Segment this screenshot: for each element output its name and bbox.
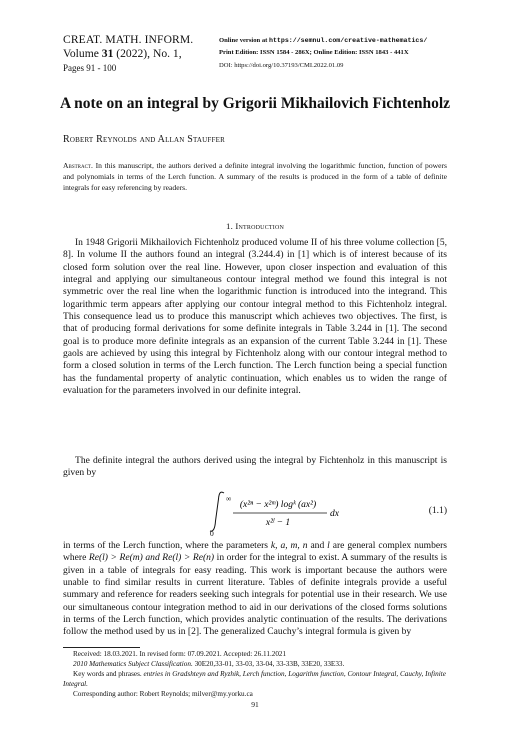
equation-number: (1.1) bbox=[428, 505, 447, 516]
journal-pages: Pages 91 - 100 bbox=[63, 63, 117, 73]
page-number: 91 bbox=[251, 700, 259, 709]
parameter-list: k, a, m, n bbox=[270, 540, 308, 551]
parameter-l: l bbox=[327, 540, 330, 551]
received-dates: Received: 18.03.2021. In revised form: 07.09.2021. Accepted: 26.11.2021 bbox=[73, 650, 287, 658]
lower-limit: 0 bbox=[210, 529, 214, 537]
existence-condition: Re(l) > Re(m) and Re(l) > Re(n) bbox=[88, 552, 215, 564]
denominator: x²ˡ − 1 bbox=[265, 518, 291, 528]
integral-formula bbox=[63, 491, 363, 537]
footnote-rule bbox=[63, 647, 140, 648]
upper-limit: ∞ bbox=[226, 494, 232, 503]
journal-name: CREAT. MATH. INFORM. bbox=[63, 33, 194, 46]
publication-info bbox=[219, 35, 479, 72]
differential: dx bbox=[330, 509, 339, 519]
keywords: Key words and phrases. entries in Gradshteyn and Ryzhik, Lerch function, Logarithm function, Contour Integral, Cauchy, Infinite Integral. bbox=[63, 669, 446, 688]
numerator: (x²ⁿ − x²ᵐ) logᵏ (ax²) bbox=[239, 500, 317, 510]
msc-classification: 2010 Mathematics Subject Classification. 30E20,33-01, 33-03, 33-04, 33-33B, 33E20, 33E33. bbox=[73, 659, 345, 668]
authors: Robert Reynolds and Allan Stauffer bbox=[63, 134, 225, 145]
paragraph-lerch: in terms of the Lerch function, where the parameters k, a, m, n and l are general complex numbers where Re(l) > Re(m) and Re(l) > Re(n) in order for the integral to exist. A summary of the results is given in a table of integrals for easy reading. This work is important because the authors were unable to find similar results in current literature. Tables of definite integrals provide a useful summary and reference for readers seeking such integrals for potential use in their research. We use our simultaneous contour integration method to aid in our derivations of the closed forms solutions in terms of the Lerch function, which provides analytic continuation of the results. The derivations follow the method used by us in [2]. The generalized Cauchy’s integral formula is given by bbox=[63, 540, 448, 638]
online-version: Online version at https://semnul.com/creative-mathematics/ bbox=[219, 37, 428, 44]
doi[interactable]: DOI: https://doi.org/10.37193/CMI.2022.01.09 bbox=[219, 61, 344, 69]
corresponding-author: Corresponding author: Robert Reynolds; milver@my.yorku.ca bbox=[73, 689, 253, 698]
integral-sign bbox=[210, 492, 224, 531]
paragraph-intro: In 1948 Grigorii Mikhailovich Fichtenholz produced volume II of his three volume collection [5, 8]. In volume II the authors found an integral (3.244.4) in [1] which is of interest because of its closed form solution over the real line. However, upon closer inspection and evaluation of this integral and applying our simultaneous contour integral method we found this integral is not symmetric over the real line when the logarithmic function is introduced into the integrand. This logarithmic term appears after applying our contour integral method to this Fichtenholz integral. This consequence lead us to produce this manuscript which achieves two objectives. The first, is that of producing formal derivations for some definite integrals in Table 3.244 in [1]. The second goal is to produce more definite integrals as an expansion of the current Table 3.244 in [1]. These gaols are achieved by using this integral by Fichtenholz along with our contour integral method to form a closed solution in terms of the Lerch function. The Lerch function being a special function has the fundamental property of analytic continuation, which enables us to widen the range of evaluation for the parameters involved in our definite integral. bbox=[63, 237, 447, 397]
footnotes bbox=[63, 650, 447, 700]
online-url[interactable]: https://semnul.com/creative-mathematics/ bbox=[269, 37, 428, 44]
section-heading: 1. Introduction bbox=[225, 221, 285, 231]
abstract bbox=[63, 161, 447, 193]
abstract-text: In this manuscript, the authors derived a definite integral involving the logarithmic function, function of powers and polynomials in terms of the Lerch function. A summary of the results is produced in the form of a table of definite integrals for easy referencing by readers. bbox=[63, 161, 447, 192]
print-edition: Print Edition: ISSN 1584 - 286X; Online Edition: ISSN 1843 - 441X bbox=[219, 49, 409, 57]
paper-title: A note on an integral by Grigorii Mikhailovich Fichtenholz bbox=[59, 95, 451, 112]
abstract-label: Abstract. bbox=[63, 161, 93, 170]
paragraph-integral-intro: The definite integral the authors derived using the integral by Fichtenholz in this manuscript is given by bbox=[63, 455, 447, 479]
journal-header bbox=[63, 33, 213, 74]
journal-volume: Volume 31 (2022), No. 1, bbox=[63, 47, 182, 60]
equation-1-1 bbox=[63, 491, 447, 537]
